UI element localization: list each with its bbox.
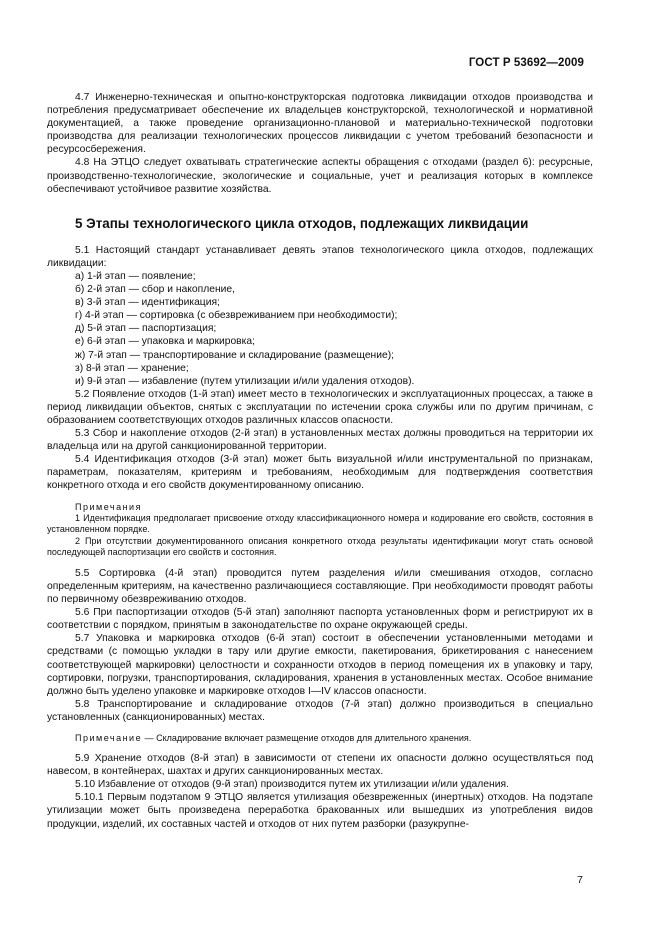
list-item: г) 4-й этап — сортировка (с обезвреживанием при необходимости); bbox=[75, 310, 398, 322]
paragraph-4-8: 4.8 На ЭТЦО следует охватывать стратегические аспекты обращения с отходами (раздел 6): ресурсные, производственно-технологические, экологические и социальные, учет и реализация которых в комплексе обеспечивают устойчивое развитие хозяйства. bbox=[47, 157, 593, 195]
paragraph-5-2: 5.2 Появление отходов (1-й этап) имеет место в технологических и эксплуатационных процессах, а также в период ликвидации объектов, снятых с эксплуатации по истечении срока службы или по другим причинам, с образованием соответствующих отходов различных классов опасности. bbox=[47, 388, 593, 426]
spacer bbox=[47, 559, 593, 567]
list-item: и) 9-й этап — избавление (путем утилизации и/или удаления отходов). bbox=[75, 375, 415, 387]
note-storage bbox=[47, 732, 593, 744]
paragraph-4-7: 4.7 Инженерно-техническая и опытно-конструкторская подготовка ликвидации отходов производства и потребления предусматривает обеспечение их владельцев конструкторской, технологической и нормативной документацией, а также проведение организационно-плановой и материально-технической подготовки производства для реализации технологических процессов ликвидации с учетом требований безопасности и ресурсосбережения. bbox=[47, 92, 593, 156]
paragraph-5-7: 5.7 Упаковка и маркировка отходов (6-й этап) состоит в обеспечении установленными методами и средствами (с помощью укладки в тару или другие емкости, пакетирования, брикетирования с нанесением соответствующей маркировки) целостности и сохранности отходов в период помещения их в упаковку и тару, сортировки, погрузки, транспортирования, складирования, хранения в установленных местах. Особое внимание должно быть уделено упаковке и маркировке отходов I—IV классов опасности. bbox=[47, 633, 593, 697]
list-item: д) 5-й этап — паспортизация; bbox=[75, 323, 217, 335]
list-item: ж) 7-й этап — транспортирование и складирование (размещение); bbox=[75, 349, 394, 361]
paragraph-5-8: 5.8 Транспортирование и складирование отходов (7-й этап) должно производиться в специально установленных (санкционированных) местах. bbox=[47, 698, 593, 723]
note-label: Примечание bbox=[75, 733, 143, 744]
list-item: в) 3-й этап — идентификация; bbox=[75, 297, 220, 309]
note-1: 1 Идентификация предполагает присвоение отходу классификационного номера и кодирование его свойств, состояния в установленном порядке. bbox=[47, 512, 593, 535]
list-item: б) 2-й этап — сбор и накопление, bbox=[75, 284, 235, 296]
paragraph-5-10: 5.10 Избавление от отходов (9-й этап) производится путем их утилизации и/или удаления. bbox=[75, 779, 509, 791]
list-item: з) 8-й этап — хранение; bbox=[75, 362, 189, 374]
document-body bbox=[47, 91, 593, 831]
paragraph-5-9: 5.9 Хранение отходов (8-й этап) в зависимости от степени их опасности должно осуществляться под навесом, в контейнерах, шахтах и других санкционированных местах. bbox=[47, 753, 593, 778]
notes-heading: Примечания bbox=[75, 501, 142, 512]
paragraph-5-4: 5.4 Идентификация отходов (3-й этап) может быть визуальной и/или инструментальной по признакам, параметрам, показателям, критериям и требованиям, необходимым для подтверждения соответствия конкретного отхода и его свойств документированному описанию. bbox=[47, 454, 593, 492]
page-number: 7 bbox=[577, 874, 583, 886]
list-item: е) 6-й этап — упаковка и маркировка; bbox=[75, 336, 255, 348]
paragraph-5-5: 5.5 Сортировка (4-й этап) проводится путем разделения и/или смешивания отходов, согласно определенным критериям, на качественно различающиеся составляющие. При необходимости проводят работы по первичному обезвреживанию отходов. bbox=[47, 567, 593, 606]
paragraph-5-3: 5.3 Сбор и накопление отходов (2-й этап) в установленных местах должны проводиться на территории их владельца или на другой санкционированной территории. bbox=[47, 428, 593, 453]
list-item: а) 1-й этап — появление; bbox=[75, 270, 196, 282]
note-2: 2 При отсутствии документированного описания конкретного отхода результаты идентификации могут стать основой последующей паспортизации его свойств и состояния. bbox=[47, 535, 593, 558]
paragraph-5-6: 5.6 При паспортизации отходов (5-й этап) заполняют паспорта установленных форм и регистрируют их в соответствии с порядком, принятым в законодательстве по охране окружающей среды. bbox=[47, 607, 593, 632]
section-5-title: 5 Этапы технологического цикла отходов, подлежащих ликвидации bbox=[75, 215, 529, 231]
standard-header: ГОСТ Р 53692—2009 bbox=[468, 57, 584, 69]
paragraph-5-1: 5.1 Настоящий стандарт устанавливает девять этапов технологического цикла отходов, подлежащих ликвидации: bbox=[47, 244, 593, 269]
stages-list bbox=[47, 270, 593, 388]
paragraph-5-10-1: 5.10.1 Первым подэтапом 9 ЭТЦО является утилизация обезвреженных (инертных) отходов. На подэтапе утилизации может быть произведена переработка бракованных или вышедших из употребления видов продукции, изделий, их составных частей и отходов от них путем разборки (разукрупне- bbox=[47, 792, 593, 830]
note-text: — Складирование включает размещение отходов для длительного хранения. bbox=[142, 733, 472, 744]
